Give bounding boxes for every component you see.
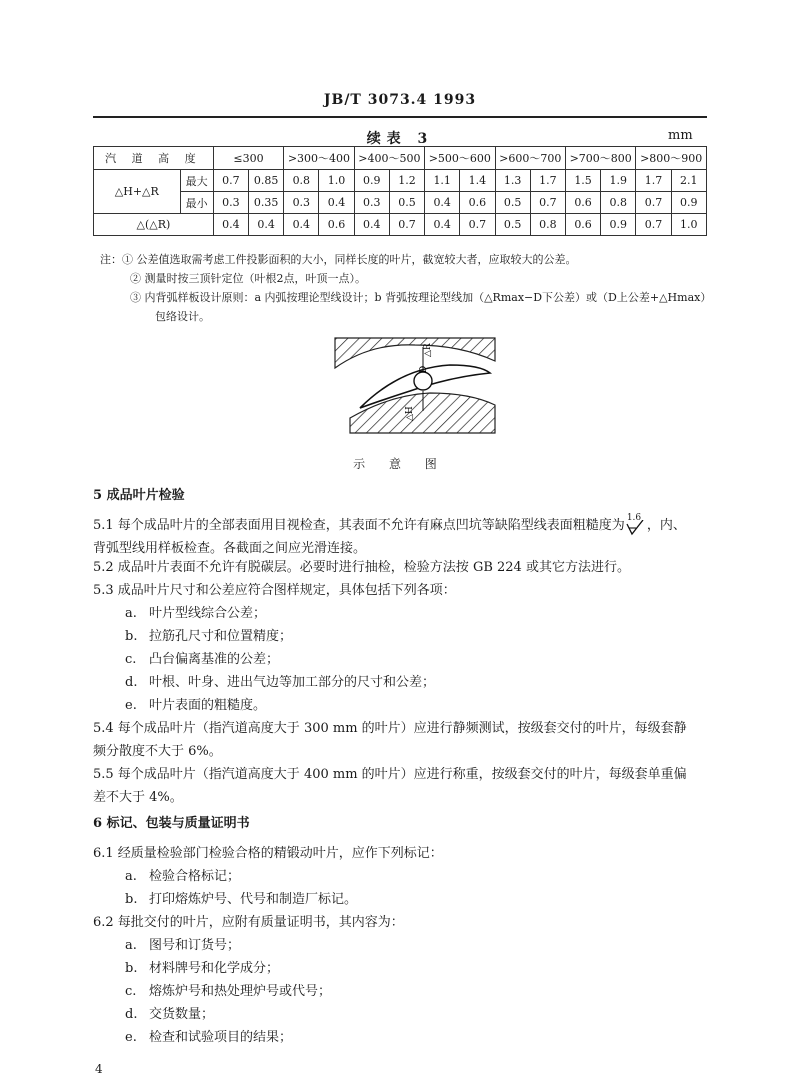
table-cell: 0.7 — [530, 192, 565, 214]
clause-5-4: 5.4 每个成品叶片（指汽道高度大于 300 mm 的叶片）应进行静频测试，按级套交付的叶片，每级套静 — [93, 721, 687, 736]
table-cell: 1.2 — [389, 170, 424, 192]
list-text: 打印熔炼炉号、代号和制造厂标记。 — [149, 892, 358, 907]
table-cell: 0.5 — [495, 192, 530, 214]
list-item — [125, 602, 266, 625]
table-cell: 1.5 — [565, 170, 600, 192]
figure-label-dr: △R — [423, 343, 433, 357]
list-item — [125, 694, 266, 717]
list-key: b. — [125, 892, 138, 907]
list-text: 检查和试验项目的结果； — [149, 1030, 293, 1045]
list-key: c. — [125, 652, 137, 667]
table-cell: 1.7 — [530, 170, 565, 192]
list-item — [125, 1003, 214, 1026]
range-cell: >400～500 — [354, 147, 424, 170]
row-group-label: △H+△R — [94, 170, 181, 214]
clause-5-4-cont: 频分散度不大于 6%。 — [93, 744, 222, 759]
list-text: 叶根、叶身、进出气边等加工部分的尺寸和公差； — [149, 675, 436, 690]
list-text: 叶片型线综合公差； — [149, 606, 267, 621]
roughness-symbol — [625, 512, 647, 536]
table-cell: 0.8 — [284, 170, 319, 192]
list-key: d. — [125, 675, 138, 690]
page-number: 4 — [95, 1062, 103, 1076]
table-cell: 0.6 — [565, 192, 600, 214]
table-cell: 0.7 — [389, 214, 424, 236]
table-cell: 0.7 — [636, 192, 671, 214]
note-3: ③ 内背弧样板设计原则：a 内弧按理论型线设计；b 背弧按理论型线加（△Rmax−D下公差）或（D上公差+△Hmax） — [130, 291, 712, 304]
list-key: a. — [125, 606, 137, 621]
table-cell: 0.4 — [284, 214, 319, 236]
table-cell: 0.5 — [495, 214, 530, 236]
clause-6-2: 6.2 每批交付的叶片，应附有质量证明书，其内容为： — [93, 915, 404, 930]
table-cell: 0.7 — [636, 214, 671, 236]
list-key: e. — [125, 698, 137, 713]
table-cell: 0.5 — [389, 192, 424, 214]
list-item — [125, 1026, 292, 1049]
table-unit: mm — [668, 128, 693, 143]
roughness-value: 1.6 — [626, 512, 642, 523]
list-item — [125, 957, 279, 980]
range-cell: >300～400 — [284, 147, 354, 170]
list-text: 材料牌号和化学成分； — [149, 961, 280, 976]
table-cell: 1.9 — [601, 170, 636, 192]
table-cell: 1.7 — [636, 170, 671, 192]
table-cell: 0.7 — [460, 214, 495, 236]
clause-6-1: 6.1 经质量检验部门检验合格的精锻动叶片，应作下列标记： — [93, 846, 443, 861]
table-cell: 0.3 — [354, 192, 389, 214]
range-cell: >500～600 — [425, 147, 495, 170]
row-sub-label: 最大 — [180, 170, 213, 192]
figure-caption: 示 意 图 — [353, 457, 447, 471]
table-cell: 1.0 — [671, 214, 706, 236]
table-cell: 0.4 — [425, 214, 460, 236]
range-cell: >700～800 — [565, 147, 635, 170]
clause-5-5-cont: 差不大于 4%。 — [93, 790, 183, 805]
table-cell: 0.4 — [425, 192, 460, 214]
clause-5-2: 5.2 成品叶片表面不允许有脱碳层。必要时进行抽检，检验方法按 GB 224 或其它方法进行。 — [93, 560, 630, 575]
table-cell: 0.4 — [213, 214, 248, 236]
table-cell: 1.0 — [319, 170, 354, 192]
header-rule — [93, 116, 707, 118]
table-cell: 0.9 — [354, 170, 389, 192]
list-text: 图号和订货号； — [149, 938, 241, 953]
table-title: 续表 3 — [366, 131, 434, 147]
list-item — [125, 865, 240, 888]
table-cell: 2.1 — [671, 170, 706, 192]
list-text: 拉筋孔尺寸和位置精度； — [149, 629, 293, 644]
table-cell: 0.4 — [319, 192, 354, 214]
list-item — [125, 980, 331, 1003]
table-cell: 0.8 — [601, 192, 636, 214]
table-cell: 0.6 — [319, 214, 354, 236]
list-key: a. — [125, 938, 137, 953]
table-cell: 0.8 — [530, 214, 565, 236]
table-cell: 0.3 — [213, 192, 248, 214]
table-cell: 0.7 — [213, 170, 248, 192]
standard-header: JB/T 3073.4 1993 — [323, 92, 477, 108]
clause-5-1 — [93, 514, 713, 537]
note-4: 包络设计。 — [155, 310, 210, 323]
range-cell: >600～700 — [495, 147, 565, 170]
table-row — [94, 214, 707, 236]
table-row — [94, 170, 707, 192]
clause-5-1-text: 5.1 每个成品叶片的全部表面用目视检查，其表面不允许有麻点凹坑等缺陷型线表面粗糙度为 — [93, 518, 625, 533]
table-cell: 1.1 — [425, 170, 460, 192]
section-6-title: 6 标记、包装与质量证明书 — [93, 816, 250, 831]
section-5-title: 5 成品叶片检验 — [93, 488, 185, 503]
clause-5-5: 5.5 每个成品叶片（指汽道高度大于 400 mm 的叶片）应进行称重，按级套交付的叶片，每级套单重偏 — [93, 767, 687, 782]
range-cell: >800～900 — [636, 147, 707, 170]
table-cell: 0.6 — [460, 192, 495, 214]
table-row — [94, 192, 707, 214]
tolerance-table — [93, 146, 707, 236]
list-text: 叶片表面的粗糙度。 — [149, 698, 267, 713]
table-notes — [100, 250, 720, 326]
table-cell: 0.4 — [248, 214, 283, 236]
table-cell: 0.3 — [284, 192, 319, 214]
header-label: 汽 道 高 度 — [94, 147, 214, 170]
table-cell: 0.9 — [601, 214, 636, 236]
list-item — [125, 648, 279, 671]
note-2: ② 测量时按三顶针定位（叶根2点，叶顶一点）。 — [130, 272, 366, 285]
list-item — [125, 671, 435, 694]
list-key: b. — [125, 961, 138, 976]
list-key: a. — [125, 869, 137, 884]
list-key: e. — [125, 1030, 137, 1045]
table-cell: 0.6 — [565, 214, 600, 236]
table-header-row — [94, 147, 707, 170]
list-item — [125, 625, 292, 648]
blade-section-diagram — [330, 333, 500, 438]
list-key: b. — [125, 629, 138, 644]
range-cell: ≤300 — [213, 147, 283, 170]
list-key: d. — [125, 1007, 138, 1022]
list-text: 熔炼炉号和热处理炉号或代号； — [149, 984, 332, 999]
clause-5-3: 5.3 成品叶片尺寸和公差应符合图样规定，具体包括下列各项： — [93, 583, 456, 598]
figure-label-d: D — [419, 365, 429, 373]
figure-label-dh: △H — [405, 406, 415, 421]
list-text: 交货数量； — [149, 1007, 215, 1022]
table-cell: 0.35 — [248, 192, 283, 214]
clause-5-1-end: ，内、 — [646, 518, 686, 533]
clause-5-1-cont: 背弧型线用样板检查。各截面之间应光滑连接。 — [93, 541, 367, 556]
list-item — [125, 934, 240, 957]
row-sub-label: 最小 — [180, 192, 213, 214]
list-text: 凸台偏离基准的公差； — [149, 652, 280, 667]
list-item — [125, 888, 357, 911]
note-1: 注：① 公差值选取需考虑工件投影面积的大小，同样长度的叶片，截宽较大者，应取较大的公差。 — [100, 253, 577, 266]
table-cell: 1.4 — [460, 170, 495, 192]
roughness-icon — [625, 520, 647, 536]
list-text: 检验合格标记； — [149, 869, 241, 884]
row-label: △(△R) — [94, 214, 214, 236]
table-cell: 1.3 — [495, 170, 530, 192]
table-cell: 0.85 — [248, 170, 283, 192]
table-cell: 0.9 — [671, 192, 706, 214]
table-cell: 0.4 — [354, 214, 389, 236]
list-key: c. — [125, 984, 137, 999]
